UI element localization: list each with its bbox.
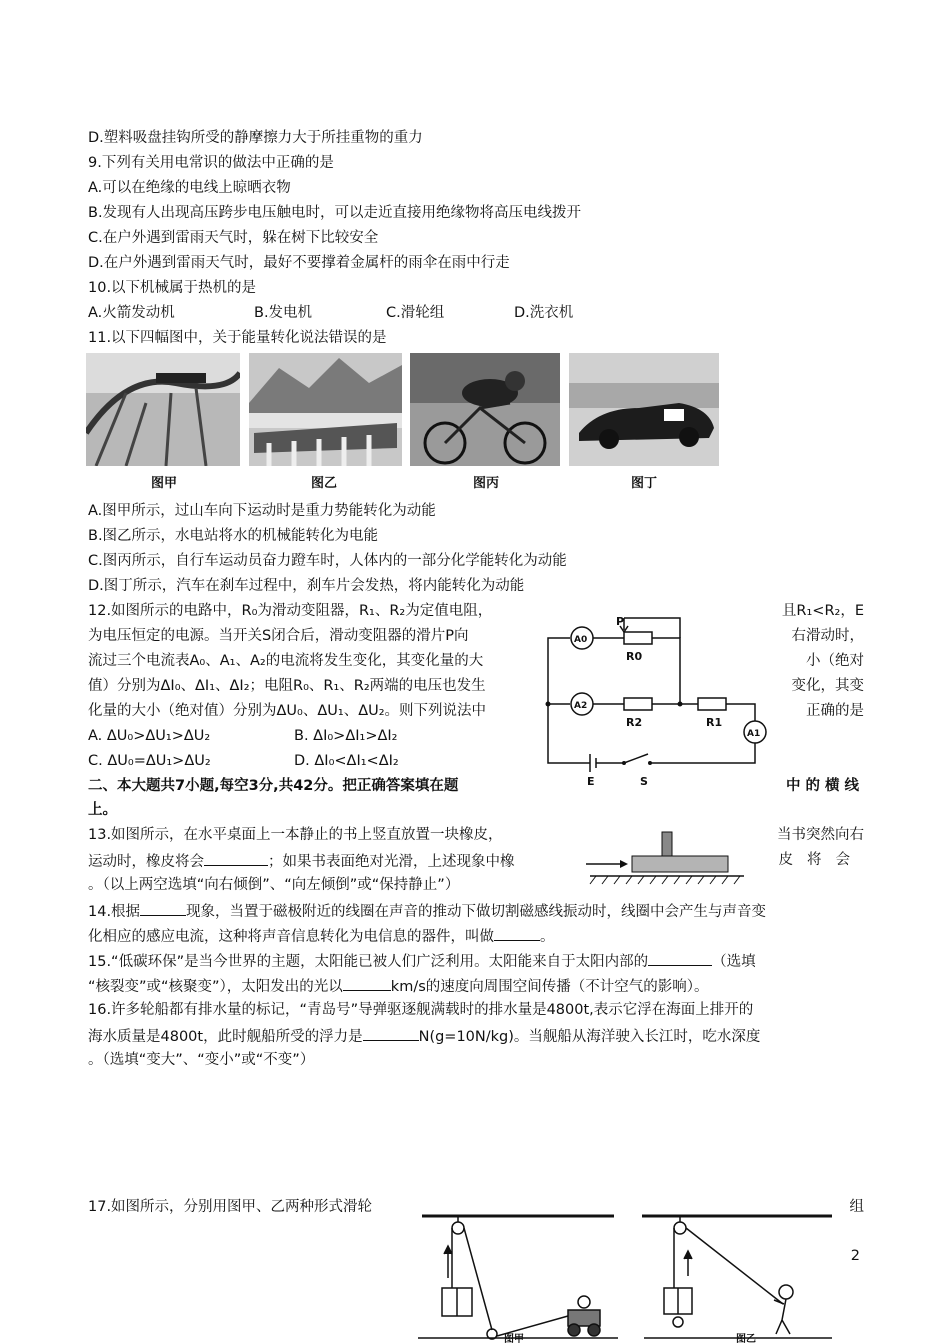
photo-roller-coaster bbox=[86, 353, 240, 466]
label-r0: R0 bbox=[626, 650, 643, 663]
question-15-line2 bbox=[88, 975, 709, 997]
label-p: P bbox=[616, 615, 625, 628]
caption-ding: 图丁 bbox=[630, 476, 657, 491]
photo-hydropower-station bbox=[249, 353, 402, 466]
option-10c: C.滑轮组 bbox=[386, 305, 445, 321]
label-a1: A1 bbox=[747, 729, 761, 739]
question-12-line5: 化量的大小（绝对值）分别为ΔU₀、ΔU₁、ΔU₂。则下列说法中 bbox=[88, 703, 487, 719]
q13-text-2: ；如果书表面绝对光滑，上述现象中橡 bbox=[268, 854, 515, 870]
answer-blank-15a[interactable] bbox=[648, 950, 712, 966]
circuit-diagram bbox=[540, 608, 780, 788]
option-12b: B. ΔI₀>ΔI₁>ΔI₂ bbox=[294, 728, 398, 744]
question-17-right: 组 bbox=[849, 1199, 864, 1215]
q15-text-2: （选填 bbox=[712, 954, 756, 970]
question-11: 11.以下四幅图中，关于能量转化说法错误的是 bbox=[88, 330, 387, 346]
q13-text-1: 运动时，橡皮将会 bbox=[88, 854, 204, 870]
q16-text-1: 海水质量是4800t，此时舰船所受的浮力是 bbox=[88, 1029, 363, 1045]
book-eraser-diagram bbox=[582, 826, 748, 888]
section-2-heading-right: 中的横线 bbox=[786, 778, 864, 794]
option-10b: B.发电机 bbox=[254, 305, 313, 321]
question-12-line2: 为电压恒定的电源。当开关S闭合后，滑动变阻器的滑片P向 bbox=[88, 628, 469, 644]
question-13-line2 bbox=[88, 850, 515, 872]
question-15-line1 bbox=[88, 950, 756, 972]
question-12-line1-right: 且R₁<R₂，E bbox=[781, 603, 864, 619]
pulley-caption-jia: 图甲 bbox=[504, 1334, 524, 1344]
answer-blank-15b[interactable] bbox=[343, 975, 391, 991]
question-16-line1: 16.许多轮船都有排水量的标记，“青岛号”导弹驱逐舰满载时的排水量是4800t,表示它浮在海面上排开的 bbox=[88, 1002, 754, 1018]
label-s: S bbox=[640, 775, 648, 788]
page-number: 2 bbox=[850, 1248, 860, 1264]
question-9: 9.下列有关用电常识的做法中正确的是 bbox=[88, 155, 334, 171]
q14-text-2: 现象，当置于磁极附近的线圈在声音的推动下做切割磁感线振动时，线圈中会产生与声音变 bbox=[186, 904, 767, 920]
option-12d: D. ΔI₀<ΔI₁<ΔI₂ bbox=[294, 753, 399, 769]
question-10: 10.以下机械属于热机的是 bbox=[88, 280, 257, 296]
q14-text-4: 。 bbox=[540, 929, 555, 945]
caption-bing: 图丙 bbox=[472, 476, 499, 491]
question-13-line2-right: 皮将会 bbox=[778, 852, 864, 868]
question-12-line2-right: 右滑动时， bbox=[791, 628, 864, 644]
label-a2: A2 bbox=[574, 701, 588, 711]
caption-jia: 图甲 bbox=[150, 476, 177, 491]
label-a0: A0 bbox=[574, 635, 588, 645]
option-10d: D.洗衣机 bbox=[514, 305, 574, 321]
pulley-diagrams bbox=[418, 1208, 838, 1344]
question-12-line3-right: 小（绝对 bbox=[806, 653, 864, 669]
label-e: E bbox=[587, 775, 595, 788]
option-8d: D.塑料吸盘挂钩所受的静摩擦力大于所挂重物的重力 bbox=[88, 130, 423, 146]
option-11b: B.图乙所示，水电站将水的机械能转化为电能 bbox=[88, 528, 379, 544]
question-17-line1: 17.如图所示，分别用图甲、乙两种形式滑轮 bbox=[88, 1199, 373, 1215]
answer-blank-16a[interactable] bbox=[363, 1025, 419, 1041]
question-13-line1: 13.如图所示，在水平桌面上一本静止的书上竖直放置一块橡皮， bbox=[88, 827, 503, 843]
question-14-line1 bbox=[88, 900, 766, 922]
question-16-line3: 。（选填“变大”、“变小”或“不变”） bbox=[88, 1052, 315, 1068]
option-9d: D.在户外遇到雷雨天气时，最好不要撑着金属杆的雨伞在雨中行走 bbox=[88, 255, 510, 271]
section-2-heading: 二、本大题共7小题,每空3分,共42分。把正确答案填在题 bbox=[88, 778, 459, 794]
option-9b: B.发现有人出现高压跨步电压触电时，可以走近直接用绝缘物将高压电线拨开 bbox=[88, 205, 582, 221]
answer-blank-14a[interactable] bbox=[140, 900, 186, 916]
q14-text-3: 化相应的感应电流，这种将声音信息转化为电信息的器件，叫做 bbox=[88, 929, 494, 945]
question-12-line1: 12.如图所示的电路中，R₀为滑动变阻器，R₁、R₂为定值电阻， bbox=[88, 603, 493, 619]
photo-race-car bbox=[569, 353, 719, 466]
q15-text-3: “核裂变”或“核聚变”），太阳发出的光以 bbox=[88, 979, 343, 995]
q15-text-4: km/s的速度向周围空间传播（不计空气的影响）。 bbox=[390, 979, 709, 995]
question-12-line4: 值）分别为ΔI₀、ΔI₁、ΔI₂；电阻R₀、R₁、R₂两端的电压也发生 bbox=[88, 678, 486, 694]
question-14-line2 bbox=[88, 925, 555, 947]
question-13-line1-right: 当书突然向右 bbox=[777, 827, 864, 843]
question-12-line4-right: 变化，其变 bbox=[791, 678, 864, 694]
option-12a: A. ΔU₀>ΔU₁>ΔU₂ bbox=[88, 728, 211, 744]
question-16-line2 bbox=[88, 1025, 760, 1047]
option-11a: A.图甲所示，过山车向下运动时是重力势能转化为动能 bbox=[88, 503, 436, 519]
option-10a: A.火箭发动机 bbox=[88, 305, 175, 321]
question-13-line3: 。（以上两空选填“向右倾倒”、“向左倾倒”或“保持静止”） bbox=[88, 877, 460, 893]
q16-text-2: N(g=10N/kg)。当舰船从海洋驶入长江时，吃水深度 bbox=[418, 1029, 761, 1045]
q15-text-1: 15.“低碳环保”是当今世界的主题，太阳能已被人们广泛利用。太阳能来自于太阳内部的 bbox=[88, 954, 649, 970]
question-12-line5-right: 正确的是 bbox=[806, 703, 864, 719]
q14-text-1: 14.根据 bbox=[88, 904, 141, 920]
label-r1: R1 bbox=[706, 716, 723, 729]
pulley-caption-yi: 图乙 bbox=[736, 1334, 756, 1344]
option-11c: C.图丙所示，自行车运动员奋力蹬车时，人体内的一部分化学能转化为动能 bbox=[88, 553, 567, 569]
option-11d: D.图丁所示，汽车在刹车过程中，刹车片会发热，将内能转化为动能 bbox=[88, 578, 525, 594]
photo-cyclist bbox=[410, 353, 560, 466]
answer-blank-14b[interactable] bbox=[494, 925, 540, 941]
caption-yi: 图乙 bbox=[310, 476, 337, 491]
option-9c: C.在户外遇到雷雨天气时，躲在树下比较安全 bbox=[88, 230, 379, 246]
section-2-heading-end: 上。 bbox=[88, 802, 117, 818]
answer-blank-13a[interactable] bbox=[204, 850, 268, 866]
label-r2: R2 bbox=[626, 716, 643, 729]
option-12c: C. ΔU₀=ΔU₁>ΔU₂ bbox=[88, 753, 211, 769]
question-12-line3: 流过三个电流表A₀、A₁、A₂的电流将发生变化，其变化量的大 bbox=[88, 653, 484, 669]
option-9a: A.可以在绝缘的电线上晾晒衣物 bbox=[88, 180, 291, 196]
